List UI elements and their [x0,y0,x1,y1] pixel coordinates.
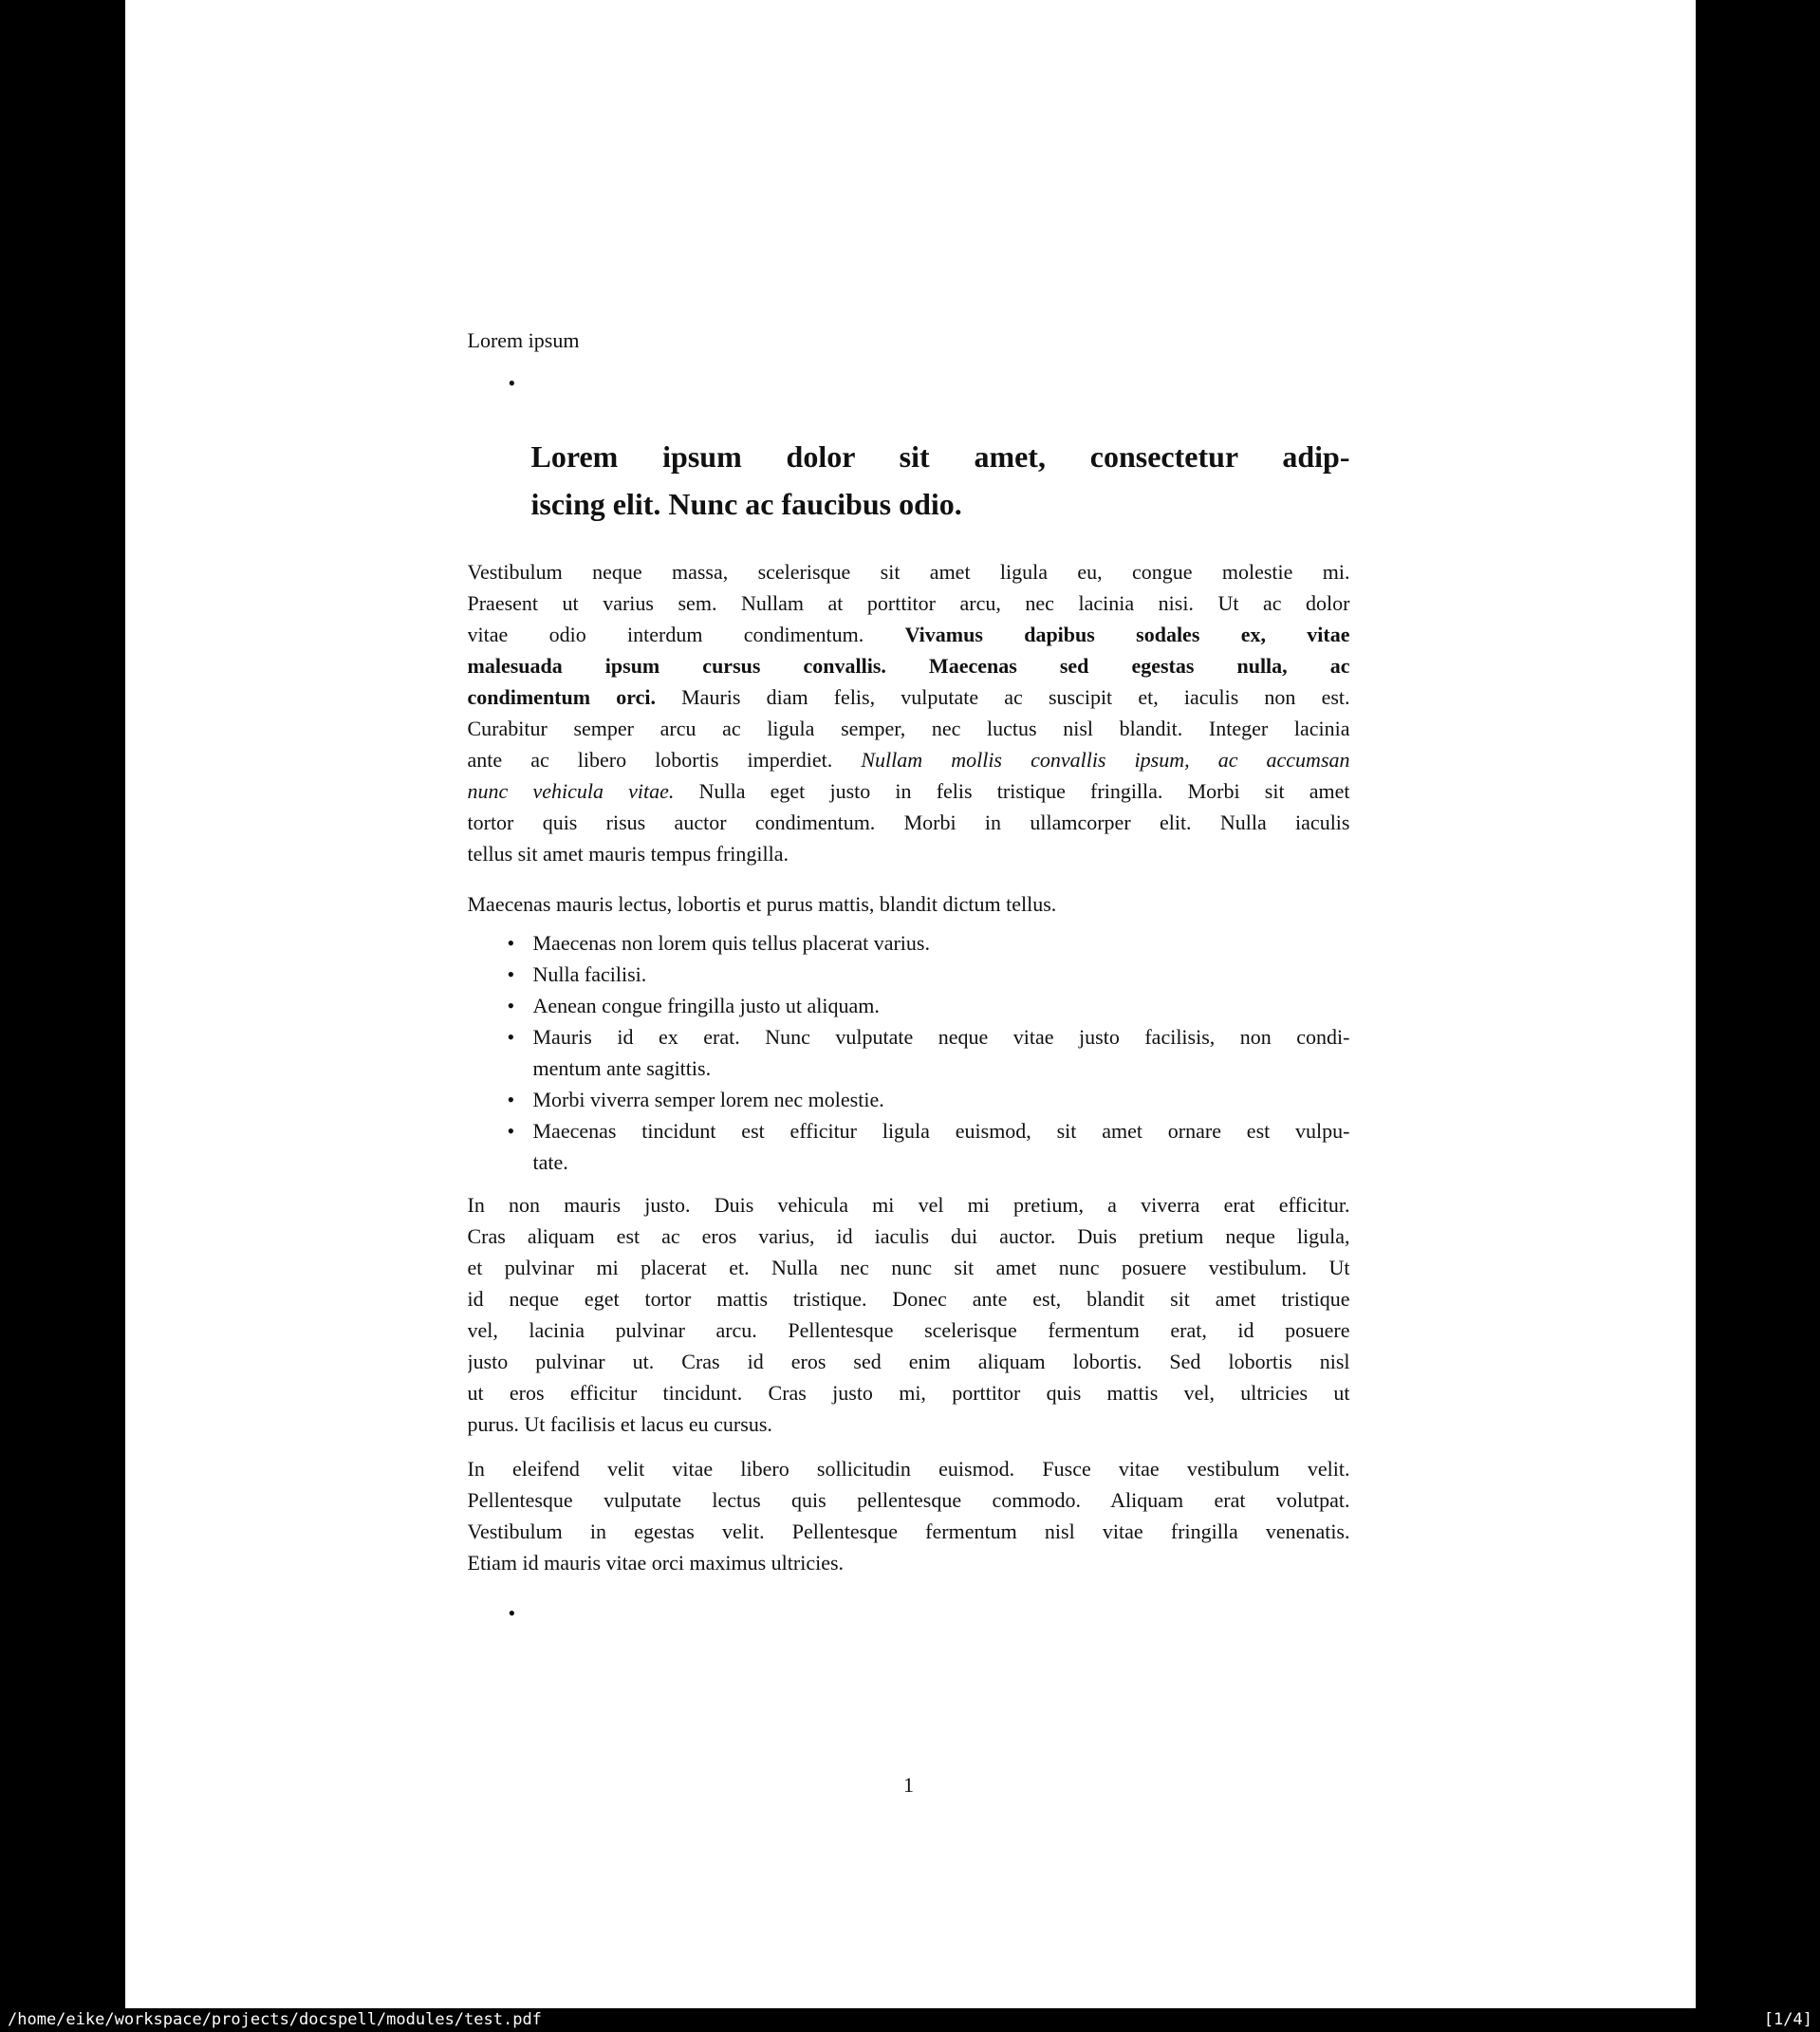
text-line: Maecenas tincidunt est efficitur ligula euismod, sit amet ornare est vulpu- [532,1119,1350,1143]
text-line: Pellentesque vulputate lectus quis pellentesque commodo. Aliquam erat volutpat. [467,1488,1350,1512]
list-item [468,990,1350,1021]
text-line: Praesent ut varius sem. Nullam at porttitor arcu, nec lacinia nisi. Ut ac dolor [467,591,1350,615]
file-path: /home/eike/workspace/projects/docspell/modules/test.pdf [8,2010,542,2029]
text-line: justo pulvinar ut. Cras id eros sed enim aliquam lobortis. Sed lobortis nisl [467,1350,1350,1373]
bullet-icon: • [507,962,515,986]
bold-text-run: condimentum orci. [467,685,656,709]
bold-text-run: malesuada ipsum cursus convallis. Maecenas sed egestas nulla, ac [467,654,1350,678]
intro-line: Lorem ipsum [467,328,580,352]
bullet-icon: • [507,1025,515,1049]
text-line: Etiam id mauris vitae orci maximus ultricies. [467,1551,845,1575]
empty-list-item [468,367,1350,399]
bullet-icon: • [507,994,515,1017]
text-line: Mauris id ex erat. Nunc vulputate neque vitae justo facilisis, non condi- [532,1025,1350,1049]
section-heading [531,433,1350,528]
list-item [468,959,1350,990]
paragraph [468,1453,1350,1578]
empty-list-item [468,1597,1350,1629]
text-line [468,681,1350,713]
text-line [468,650,1350,681]
status-bar [0,2008,1820,2032]
pdf-page-content [468,0,1350,1800]
paragraph [468,1189,1350,1440]
list-item [468,927,1350,959]
list-item [468,1084,1350,1115]
text-line: Cras aliquam est ac eros varius, id iaculis dui auctor. Duis pretium neque ligula, [467,1224,1350,1248]
text-run: vitae odio interdum condimentum. [467,623,905,646]
text-line: tortor quis risus auctor condimentum. Morbi in ullamcorper elit. Nulla iaculis [467,811,1350,834]
text-line: Vestibulum neque massa, scelerisque sit amet ligula eu, congue molestie mi. [467,560,1350,584]
bullet-list [468,927,1350,1178]
italic-text-run: nunc vehicula vitae. [467,779,675,803]
text-line: Lorem ipsum dolor sit amet, consectetur adip- [530,439,1350,474]
bullet-icon: • [508,371,516,395]
text-line: iscing elit. Nunc ac faucibus odio. [530,487,962,521]
list-item [468,1021,1350,1084]
text-line [468,775,1350,807]
bullet-icon: • [507,931,515,955]
text-line: tellus sit amet mauris tempus fringilla. [467,842,789,866]
text-line: Morbi viverra semper lorem nec molestie. [532,1088,884,1111]
bullet-icon: • [508,1601,516,1625]
text-line: purus. Ut facilisis et lacus eu cursus. [467,1412,772,1436]
paragraph [468,556,1350,869]
page-indicator: [1/4] [1763,2010,1812,2029]
text-line: In non mauris justo. Duis vehicula mi vel mi pretium, a viverra erat efficitur. [467,1193,1350,1217]
paragraph [468,888,1350,920]
text-line: Aenean congue fringilla justo ut aliquam. [532,994,880,1017]
text-line: Curabitur semper arcu ac ligula semper, nec luctus nisl blandit. Integer lacinia [467,717,1350,740]
italic-text-run: Nullam mollis convallis ipsum, ac accumsan [861,748,1350,772]
text-line: In eleifend velit vitae libero sollicitudin euismod. Fusce vitae vestibulum velit. [467,1457,1350,1481]
text-line: Maecenas non lorem quis tellus placerat varius. [532,931,930,955]
text-line: ut eros efficitur tincidunt. Cras justo mi, porttitor quis mattis vel, ultricies ut [467,1381,1350,1405]
text-run: Mauris diam felis, vulputate ac suscipit et, iaculis non est. [655,685,1350,709]
text-line [468,619,1350,650]
text-run: ante ac libero lobortis imperdiet. [467,748,862,772]
bold-text-run: Vivamus dapibus sodales ex, vitae [904,623,1350,646]
list-item [468,1115,1350,1178]
text-line: mentum ante sagittis. [532,1056,712,1080]
page-number: 1 [903,1773,914,1797]
text-line: Maecenas mauris lectus, lobortis et purus mattis, blandit dictum tellus. [467,892,1057,916]
bullet-icon: • [507,1119,515,1143]
text-line: et pulvinar mi placerat et. Nulla nec nunc sit amet nunc posuere vestibulum. Ut [467,1256,1350,1279]
text-line [468,744,1350,775]
text-line: id neque eget tortor mattis tristique. Donec ante est, blandit sit amet tristique [467,1287,1350,1311]
text-line: Vestibulum in egestas velit. Pellentesque fermentum nisl vitae fringilla venenatis. [467,1519,1350,1543]
text-run: Nulla eget justo in felis tristique fringilla. Morbi sit amet [674,779,1350,803]
pdf-page [125,0,1696,2008]
text-line: Nulla facilisi. [532,962,647,986]
text-line: vel, lacinia pulvinar arcu. Pellentesque scelerisque fermentum erat, id posuere [467,1318,1350,1342]
text-line: tate. [532,1150,568,1174]
bullet-icon: • [507,1088,515,1111]
